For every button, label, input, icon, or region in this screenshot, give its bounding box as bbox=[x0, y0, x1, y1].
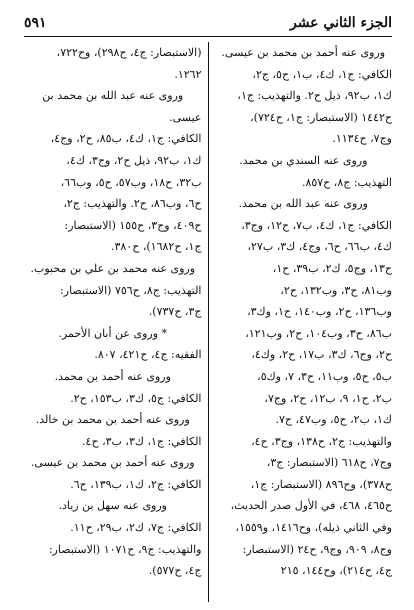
text-line: ب٢، ح١، ٩، ب١٢، ح٢، وج٧، bbox=[264, 391, 392, 405]
text-line: وروى عنه محمد بن علي بن محبوب. bbox=[30, 261, 196, 275]
text-line: وروى عنه أحمد بن محمد. bbox=[54, 369, 171, 383]
text-line: وروى عنه عبد الله بن محمد بن bbox=[42, 89, 184, 103]
page-number: ٥٩١ bbox=[24, 15, 47, 31]
text-line: وج٨، ٩٠٩، وج٩، ح٢٤ (الاستبصار: bbox=[242, 542, 392, 556]
text-columns bbox=[24, 42, 392, 602]
text-line: ب٥، ح٥، وب١١، ح٣، ٧، وك٥، bbox=[257, 369, 392, 383]
text-line: ك١، ب٢، ح٥، وب٤٧، ح٧. bbox=[275, 413, 392, 427]
text-line: والتهذيب: ج٩، ح١٠٧١ (الاستبصار: bbox=[48, 542, 202, 556]
text-line: ج١، ح١٦٨٢)، ح٣٨٠. bbox=[110, 240, 202, 254]
text-line: الكافي: ج٥، ك٣، ب١٥٣، ح٢. bbox=[70, 391, 202, 405]
text-line: التهذيب: ج٨، ح٧٥٦ (الاستبصار: bbox=[60, 283, 202, 297]
text-line: ب٨٦، ح٣، وب١٠٤، ح٢، وب١٢١، bbox=[245, 326, 392, 340]
text-line: * وروى عن أبان الأحمر. bbox=[58, 326, 168, 340]
text-line: ك٤، ب٦٦، ح٦، وج٤، ك٣، ب٢٧، bbox=[247, 240, 392, 254]
page-header bbox=[24, 10, 392, 37]
text-line: الكافي: ج۱، ك٤، ب١، ح٥، ج٢، bbox=[252, 67, 392, 81]
left-column bbox=[24, 42, 208, 602]
text-line: ح٢، وج٦، ك٣، ب١٧، ح٢، وك٤، bbox=[251, 348, 392, 362]
text-line: ك١، ب٩٢، ذيل ح٢، وج٣، ك٤، bbox=[66, 153, 202, 167]
text-line: الكافي: ج٢، ك١، ب١٣٩، ح٦. bbox=[70, 477, 202, 491]
text-line: وروى عنه أحمد بن محمد بن عيسى. bbox=[221, 46, 386, 59]
running-title: الجزء الثاني عشر bbox=[289, 15, 392, 31]
text-line: ك١، ب٩٢، ذيل ح٢. والتهذيب: ج١، bbox=[237, 89, 392, 103]
text-line: ح١٣، وج٥، ك٢، ب٣٩، ح١، bbox=[272, 261, 392, 275]
text-line: وب١٣٦، ح٢، وب١٤٠، ح١، وك٣، bbox=[247, 305, 392, 319]
text-line: وروى عنه سهل بن زياد. bbox=[58, 499, 167, 513]
text-line: ح٤٠٩، وج٣، ح١٥٥ (الاستبصار: bbox=[64, 218, 202, 232]
text-line: ح٤٦٥، ٤٦٨، في الأول صدر الحديث، bbox=[230, 499, 392, 513]
text-line: وروى عنه أحمد بن محمد بن خالد. bbox=[35, 413, 190, 427]
text-line: الفقيه: ج٤، ح٤٢١، ٨٠٧. bbox=[94, 348, 202, 362]
text-line: الكافي: ج١، ك٤، ب٨٥، ح٢، وج٤، bbox=[50, 132, 202, 146]
right-column bbox=[208, 42, 393, 602]
text-line: وفي الثاني ذيله)، وح١٤١٦، و١٥٥٩، bbox=[235, 521, 392, 535]
text-line: ج٣، ح٧٣٧). bbox=[148, 305, 202, 319]
text-line: ١٢٦٢. bbox=[174, 67, 202, 81]
text-line: ج٤، ح٥٧٧). bbox=[148, 564, 202, 578]
text-line: ح١٤٤٢ (الاستبصار: ج١، ح٧٢٤)، bbox=[250, 110, 392, 124]
text-line: وج٧، ح١١٣٤. bbox=[332, 132, 392, 146]
text-line: الكافي: ج٧، ك٢، ب٢٩، ح١١. bbox=[70, 521, 202, 535]
text-line: عيسى. bbox=[169, 110, 202, 124]
text-line: وروى عنه أحمد بن محمد بن عيسى. bbox=[30, 456, 195, 470]
text-line: ج٤، ح٢١٤)، وح١٤٤، ٢١٥ bbox=[280, 564, 392, 578]
text-line: ح٦، وب٨٦، ح٢. والتهذيب: ج٢، bbox=[63, 197, 202, 211]
text-line: الكافي: ج١، ك٤، ب٧، ح١٢، وج٣، bbox=[241, 218, 392, 232]
text-line: وروى عنه السندي بن محمد. bbox=[239, 153, 368, 167]
text-line: الكافي: ج١، ك٣، ب٣، ح٤. bbox=[82, 434, 202, 448]
text-line: ب٣٢، ح١٨، وب٥٧، ح٥، وب٦٦، bbox=[60, 175, 202, 189]
text-line: وب٨١، ح٣، وب١٣٢، ح٢، bbox=[280, 283, 392, 297]
text-line: التهذيب: ج٨، ح٨٥٧. bbox=[301, 175, 392, 189]
text-line: والتهذيب: ج٢، ح١٣٨، وج٣، ح٤، bbox=[251, 434, 392, 448]
text-line: وروى عنه عبد الله بن محمد. bbox=[238, 197, 368, 211]
text-line: ح٣٧٨)، وح٨٩٦ (الاستبصار: ج١، bbox=[250, 477, 392, 491]
text-line: (الاستبصار: ج٤، ح٢٩٨)، وح٧٢٢، bbox=[56, 46, 202, 59]
text-line: وج٧، ح٦١٨ (الاستبصار: ج٣، bbox=[266, 456, 392, 470]
